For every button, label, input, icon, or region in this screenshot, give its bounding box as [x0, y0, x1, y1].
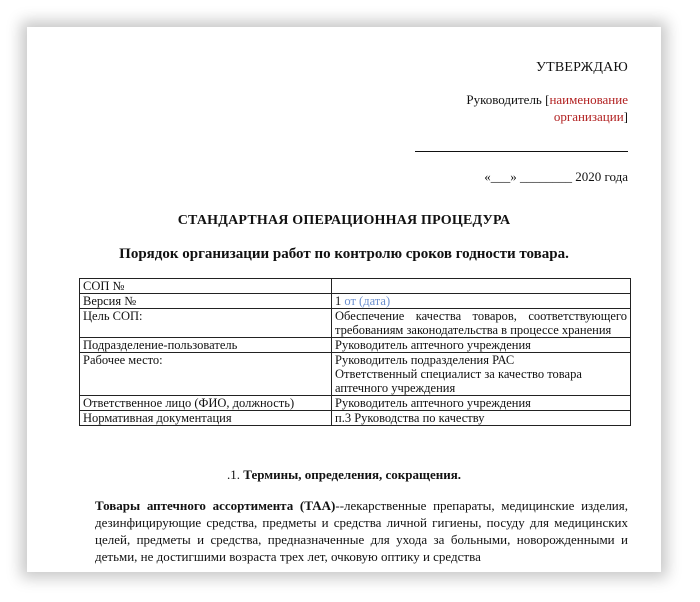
version-date-hint: от (дата)	[341, 294, 391, 308]
table-row	[80, 294, 631, 309]
row-key: СОП №	[80, 279, 332, 294]
row-value: п.3 Руководства по качеству	[332, 411, 631, 426]
row-key: Цель СОП:	[80, 309, 332, 338]
row-value	[332, 353, 631, 396]
section-title: Термины, определения, сокращения.	[243, 467, 461, 482]
row-key: Нормативная документация	[80, 411, 332, 426]
document-page	[27, 27, 661, 572]
version-number: 1	[335, 294, 342, 308]
document-type: СТАНДАРТНАЯ ОПЕРАЦИОННАЯ ПРОЦЕДУРА	[177, 213, 511, 228]
section-heading	[27, 467, 661, 483]
table-row	[80, 353, 631, 396]
table-row	[80, 279, 631, 294]
row-key: Версия №	[80, 294, 332, 309]
table-row	[80, 338, 631, 353]
sop-info-table	[79, 278, 631, 426]
row-key: Рабочее место:	[80, 353, 332, 396]
table-row	[80, 309, 631, 338]
workplace-line: Ответственный специалист за качество товара аптечного учреждения	[335, 367, 582, 395]
organization-placeholder: наименование организации	[549, 92, 628, 124]
row-value	[332, 294, 631, 309]
approval-date: «___» ________ 2020 года	[484, 169, 628, 184]
table-row	[80, 411, 631, 426]
row-value: Руководитель аптечного учреждения	[332, 396, 631, 411]
document-title: Порядок организации работ по контролю сроков годности товара.	[119, 246, 569, 262]
row-value: Руководитель аптечного учреждения	[332, 338, 631, 353]
row-key: Ответственное лицо (ФИО, должность)	[80, 396, 332, 411]
table-row	[80, 396, 631, 411]
row-value: Обеспечение качества товаров, соответствующего требованиям законодательства в процессе хранения	[332, 309, 631, 338]
definition-text: --лекарственные препараты, медицинские изделия, дезинфицирующие средства, предметы и средства личной гигиены, посуду для медицинских целей, предметы и средства, предназначенные для ухода за больными, новорожденными и детьми, не достигшими возраста трех лет, очковую оптику и средства	[95, 498, 628, 564]
role-suffix: ]	[623, 109, 628, 124]
signature-line	[415, 151, 628, 152]
approval-role	[448, 91, 628, 125]
section-number: .1.	[227, 467, 241, 482]
definition-paragraph	[95, 497, 628, 565]
role-prefix: Руководитель [	[466, 92, 550, 107]
workplace-line: Руководитель подразделения РАС	[335, 353, 515, 367]
row-key: Подразделение-пользователь	[80, 338, 332, 353]
approval-title: УТВЕРЖДАЮ	[535, 60, 628, 75]
row-value	[332, 279, 631, 294]
defined-term: Товары аптечного ассортимента (ТАА)	[95, 498, 336, 513]
